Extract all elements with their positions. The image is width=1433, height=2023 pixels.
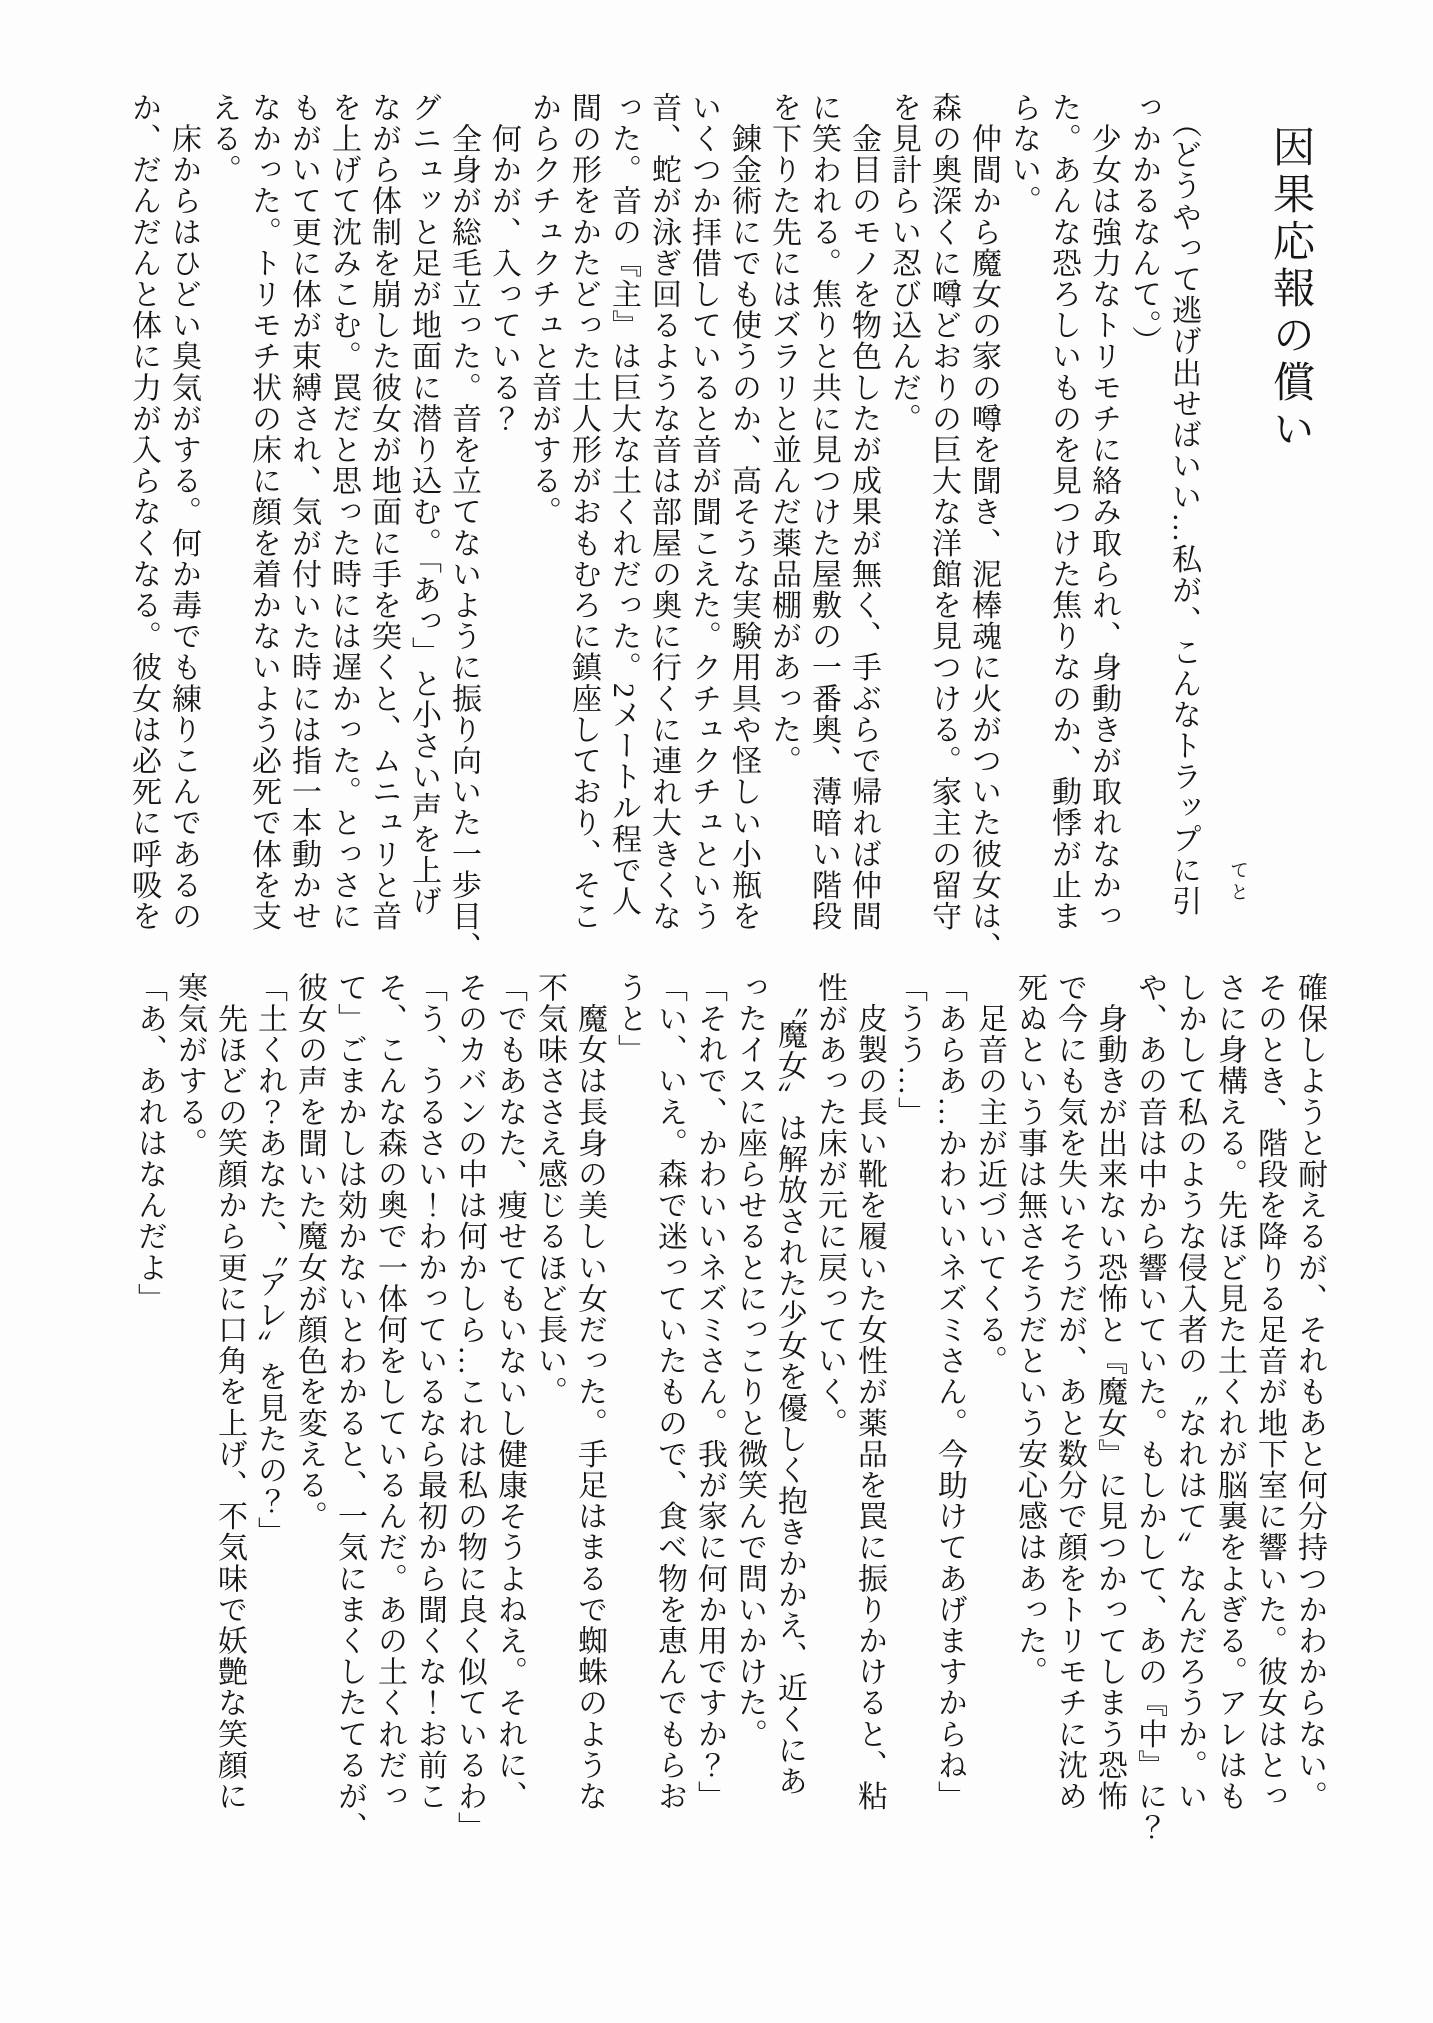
text-line: もがいて更に体が束縛され、気が付いた時には指一本動かせ (287, 92, 320, 932)
text-line: や、あの音は中から響いていた。もしかして、あの『中』に？ (1133, 972, 1166, 1843)
text-line: 「それで、かわいいネズミさん。我が家に何か用ですか？」 (693, 972, 726, 1812)
text-line: いくつか拝借していると音が聞こえた。クチュクチュという (687, 92, 720, 932)
text-line: 全身が総毛立った。音を立てないように振り向いた一歩目、 (447, 92, 480, 963)
text-line: を下りた先にはズラリと並んだ薬品棚があった。 (767, 92, 800, 777)
text-line: える。 (207, 92, 240, 186)
text-line: 少女は強力なトリモチに絡み取られ、身動きが取れなかっ (1087, 92, 1120, 932)
text-line: うと」 (613, 972, 646, 1066)
text-line: て」ごまかしは効かないとわかると、一気にまくしたてるが、 (333, 972, 366, 1843)
text-line: 「あ、あれはなんだよ」 (133, 972, 166, 1315)
text-line: 足音の主が近づいてくる。 (973, 972, 1006, 1377)
text-line: 彼女の声を聞いた魔女が顔色を変える。 (293, 972, 326, 1532)
text-line: 〝魔女〞は解放された少女を優しく抱きかかえ、近くにあ (773, 972, 806, 1797)
text-line: そのカバンの中は何かしら…これは私の物に良く似ているわ」 (453, 972, 486, 1843)
text-line: からクチュクチュと音がする。 (527, 92, 560, 528)
text-line: 先ほどの笑顔から更に口角を上げ、不気味で妖艶な笑顔に (213, 972, 246, 1812)
text-line: らない。 (1007, 92, 1040, 217)
text-line: 「い、いえ。森で迷っていたもので、食べ物を恵んでもらお (653, 972, 686, 1812)
text-line: 皮製の長い靴を履いた女性が薬品を罠に振りかけると、粘 (853, 972, 886, 1812)
text-line: っかかるなんて。） (1127, 92, 1160, 357)
text-line: った。音の『主』は巨大な土くれだった。2メートル程で人 (607, 92, 640, 917)
text-line: 不気味ささえ感じるほど長い。 (533, 972, 566, 1408)
lower-text-block (129, 972, 1329, 1843)
text-line: なかった。トリモチ状の床に顔を着かないよう必死で体を支 (247, 92, 280, 932)
text-line: た。あんな恐ろしいものを見つけた焦りなのか、動悸が止ま (1047, 92, 1080, 932)
text-line: 死ぬという事は無さそうだという安心感はあった。 (1013, 972, 1046, 1688)
text-line: 金目のモノを物色したが成果が無く、手ぶらで帰れば仲間 (847, 92, 880, 932)
text-line: ったイスに座らせるとにっこりと微笑んで問いかけた。 (733, 972, 766, 1750)
text-line: 音、蛇が泳ぎ回るような音は部屋の奥に行くに連れ大きくな (647, 92, 680, 932)
text-line: を上げて沈みこむ。罠だと思った時には遅かった。とっさに (327, 92, 360, 932)
text-line: ながら体制を崩した彼女が地面に手を突くと、ムニュリと音 (367, 92, 400, 932)
text-line: 「あらあ…かわいいネズミさん。今助けてあげますからね」 (933, 972, 966, 1812)
text-line: 「でもあなた、痩せてもいないし健康そうよねえ。それに、 (493, 972, 526, 1812)
text-line: 確保しようと耐えるが、それもあと何分持つかわからない。 (1293, 972, 1326, 1812)
text-line: 間の形をかたどった土人形がおもむろに鎮座しており、そこ (567, 92, 600, 932)
author-name: てと (1227, 860, 1248, 904)
text-line: 魔女は長身の美しい女だった。手足はまるで蜘蛛のような (573, 972, 606, 1812)
text-line: 身動きが出来ない恐怖と『魔女』に見つかってしまう恐怖 (1093, 972, 1126, 1812)
text-line: （どうやって逃げ出せばいい…私が、こんなトラップに引 (1167, 92, 1200, 917)
text-line: 錬金術にでも使うのか、高そうな実験用具や怪しい小瓶を (727, 92, 760, 932)
text-line: 「うう…」 (893, 972, 926, 1128)
text-line: 「う、うるさい！わかっているなら最初から聞くな！お前こ (413, 972, 446, 1812)
page-title: 因果応報の償い (1267, 125, 1313, 454)
text-line: さに身構える。先ほど見た土くれが脳裏をよぎる。アレはも (1213, 972, 1246, 1812)
text-line: に笑われる。焦りと共に見つけた屋敷の一番奥、薄暗い階段 (807, 92, 840, 932)
text-line: そのとき、階段を降りる足音が地下室に響いた。彼女はとっ (1253, 972, 1286, 1812)
text-line: 仲間から魔女の家の噂を聞き、泥棒魂に火がついた彼女は、 (967, 92, 1000, 963)
text-line: か、だんだんと体に力が入らなくなる。彼女は必死に呼吸を (127, 92, 160, 932)
text-line: で今にも気を失いそうだが、あと数分で顔をトリモチに沈め (1053, 972, 1086, 1812)
text-line: 森の奥深くに噂どおりの巨大な洋館を見つける。家主の留守 (927, 92, 960, 932)
text-line: しかして私のような侵入者の〝なれはて〞なんだろうか。い (1173, 972, 1206, 1812)
text-line: 寒気がする。 (173, 972, 206, 1159)
text-line: 何かが、入っている？ (487, 92, 520, 435)
text-line: を見計らい忍び込んだ。 (887, 92, 920, 435)
upper-text-block (123, 92, 1321, 963)
text-line: 「土くれ？あなた、〝アレ〞を見たの？」 (253, 972, 286, 1548)
text-line: グニュッと足が地面に潜り込む。「あっ」と小さい声を上げ (407, 92, 440, 917)
text-line: そ、こんな森の奥で一体何をしているんだ。あの土くれだっ (373, 972, 406, 1812)
text-line: 性があった床が元に戻っていく。 (813, 972, 846, 1439)
text-line: 床からはひどい臭気がする。何か毒でも練りこんであるの (167, 92, 200, 932)
